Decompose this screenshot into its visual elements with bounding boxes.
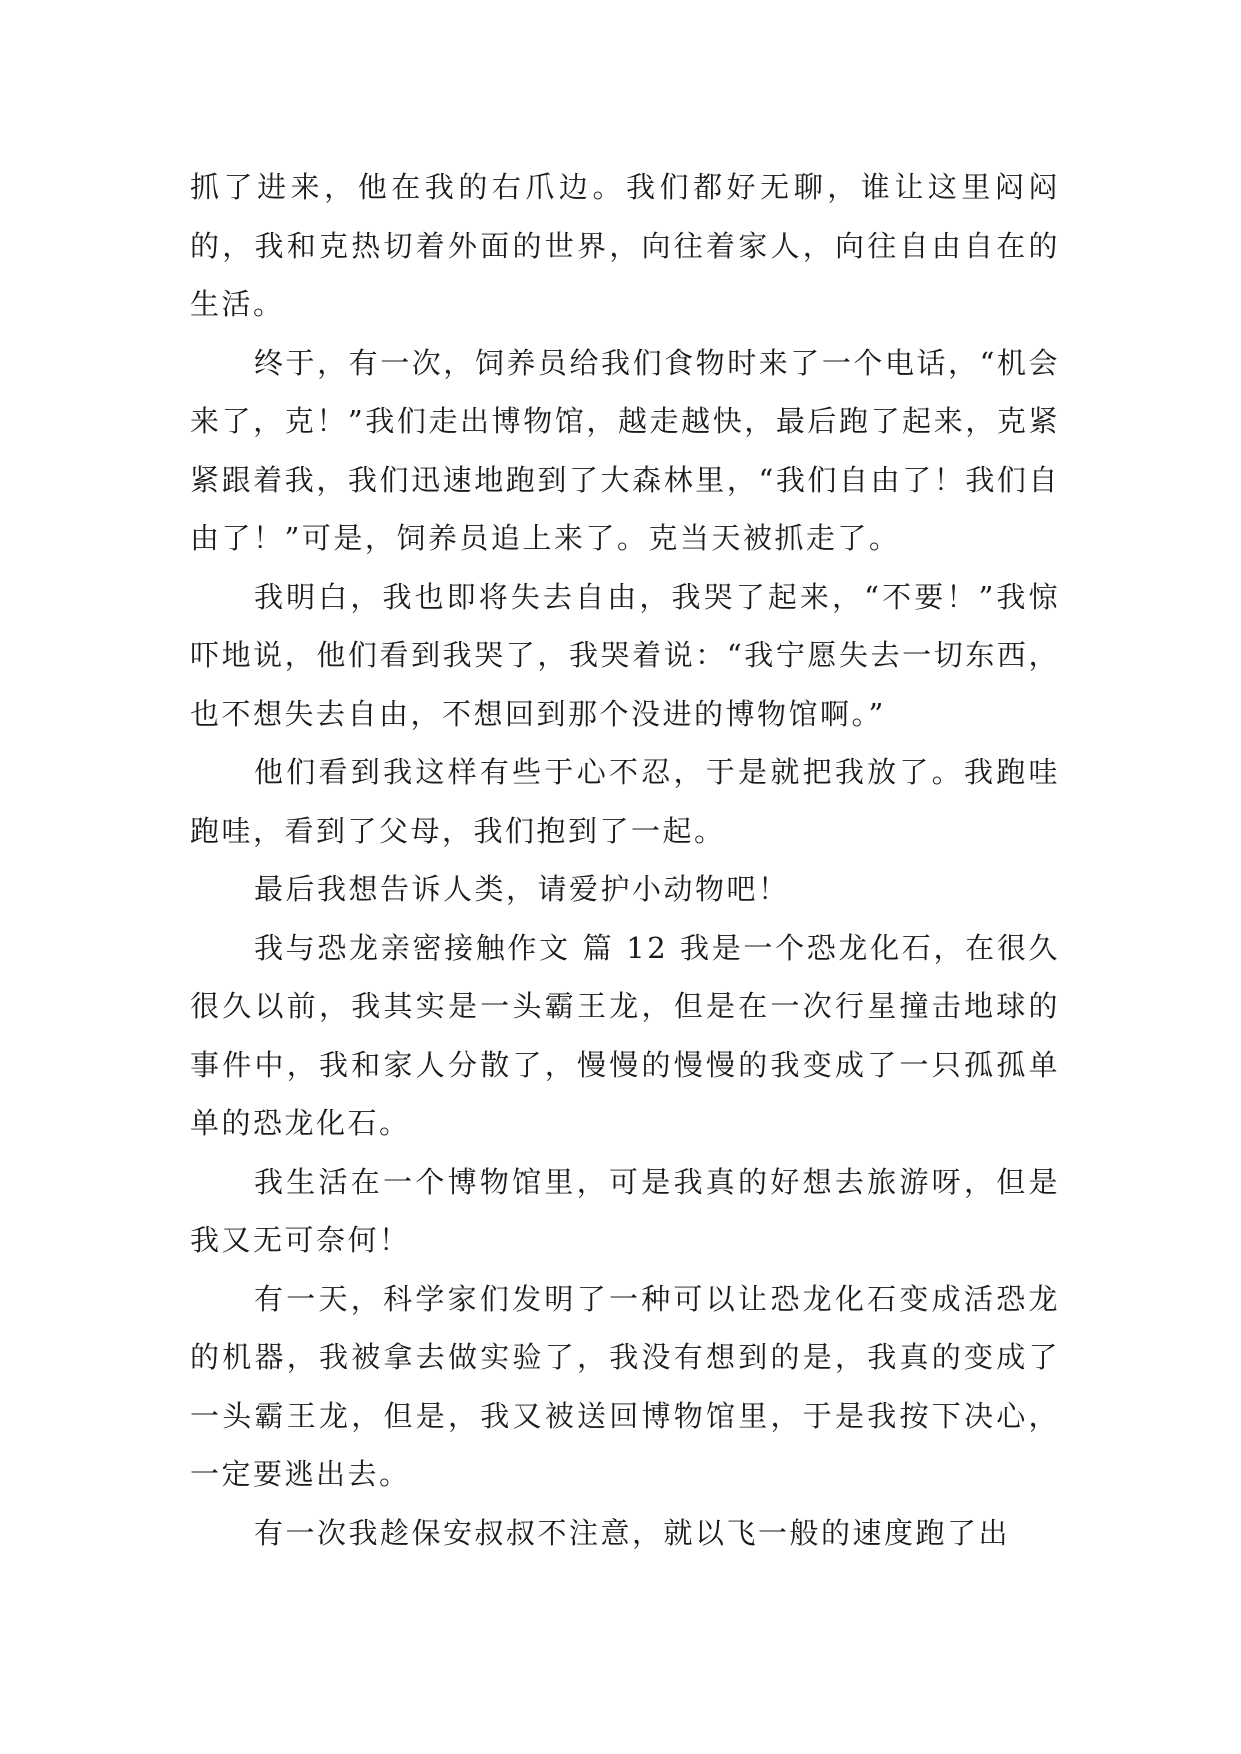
paragraph-1: 抓了进来，他在我的右爪边。我们都好无聊，谁让这里闷闷的，我和克热切着外面的世界，向往着家人，向往自由自在的生活。	[190, 170, 1060, 321]
paragraph-2: 终于，有一次，饲养员给我们食物时来了一个电话，“机会来了，克！”我们走出博物馆，越走越快，最后跑了起来，克紧紧跟着我，我们迅速地跑到了大森林里，“我们自由了！我们自由了！”可是，饲养员追上来了。克当天被抓走了。	[190, 345, 1060, 555]
paragraph-9: 有一次我趁保安叔叔不注意，就以飞一般的速度跑了出	[254, 1515, 1011, 1550]
paragraph-8: 有一天，科学家们发明了一种可以让恐龙化石变成活恐龙的机器，我被拿去做实验了，我没有想到的是，我真的变成了一头霸王龙，但是，我又被送回博物馆里，于是我按下决心，一定要逃出去。	[190, 1281, 1060, 1491]
paragraph-7: 我生活在一个博物馆里，可是我真的好想去旅游呀，但是我又无可奈何！	[190, 1164, 1060, 1257]
paragraph-5: 最后我想告诉人类，请爱护小动物吧！	[254, 872, 790, 906]
essay-body	[190, 158, 1060, 1562]
paragraph-6-essay-heading: 我与恐龙亲密接触作文 篇 12 我是一个恐龙化石，在很久很久以前，我其实是一头霸王龙，但是在一次行星撞击地球的事件中，我和家人分散了，慢慢的慢慢的我变成了一只孤孤单单的恐龙化石。	[190, 930, 1060, 1140]
paragraph-4: 他们看到我这样有些于心不忍，于是就把我放了。我跑哇跑哇，看到了父母，我们抱到了一起。	[190, 755, 1060, 848]
paragraph-3: 我明白，我也即将失去自由，我哭了起来，“不要！”我惊吓地说，他们看到我哭了，我哭着说：“我宁愿失去一切东西，也不想失去自由，不想回到那个没进的博物馆啊。”	[190, 579, 1060, 731]
